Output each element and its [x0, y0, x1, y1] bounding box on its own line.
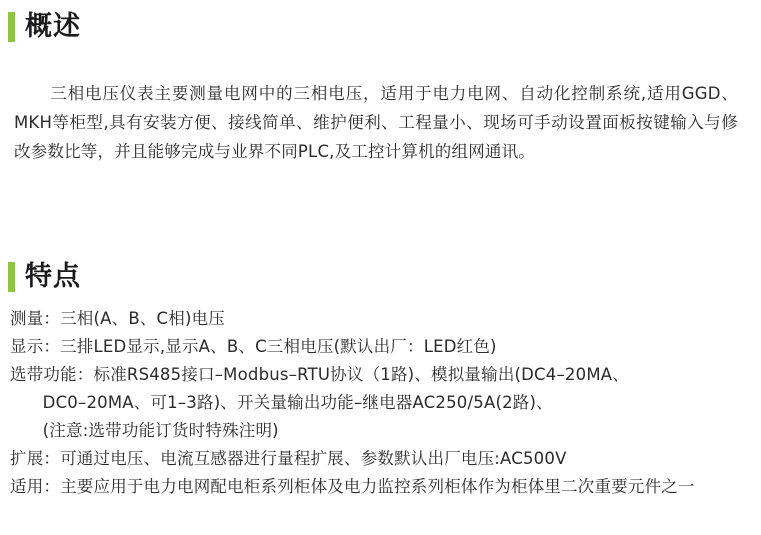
features-section-heading [8, 262, 81, 292]
accent-bar-icon [8, 262, 15, 292]
overview-body-text: 三相电压仪表主要测量电网中的三相电压，适用于电力电网、自动化控制系统,适用GGD、MKH等柜型,具有安装方便、接线简单、维护便利、工程量小、现场可手动设置面板按键输入与修改参数比等，并且能够完成与业界不同PLC,及工控计算机的组网通讯。 [14, 83, 738, 161]
list-item: DC0–20MA、可1–3路)、开关量输出功能–继电器AC250/5A(2路)、 [10, 393, 553, 412]
overview-section-heading [8, 12, 81, 42]
list-item: 选带功能：标准RS485接口–Modbus–RTU协议（1路)、模拟量输出(DC4–20MA、 [10, 365, 629, 384]
features-list [10, 305, 750, 501]
list-item: 适用：主要应用于电力电网配电柜系列柜体及电力监控系列柜体作为柜体里二次重要元件之一 [10, 477, 695, 496]
features-heading-text: 特点 [25, 261, 81, 292]
list-item: 显示：三排LED显示,显示A、B、C三相电压(默认出厂：LED红色) [10, 337, 497, 356]
list-item: 扩展：可通过电压、电流互感器进行量程扩展、参数默认出厂电压:AC500V [10, 449, 567, 468]
list-item: 测量：三相(A、B、C相)电压 [10, 309, 226, 328]
list-item: (注意:选带功能订货时特殊注明) [10, 421, 279, 440]
accent-bar-icon [8, 12, 15, 42]
overview-heading-text: 概述 [25, 11, 81, 42]
